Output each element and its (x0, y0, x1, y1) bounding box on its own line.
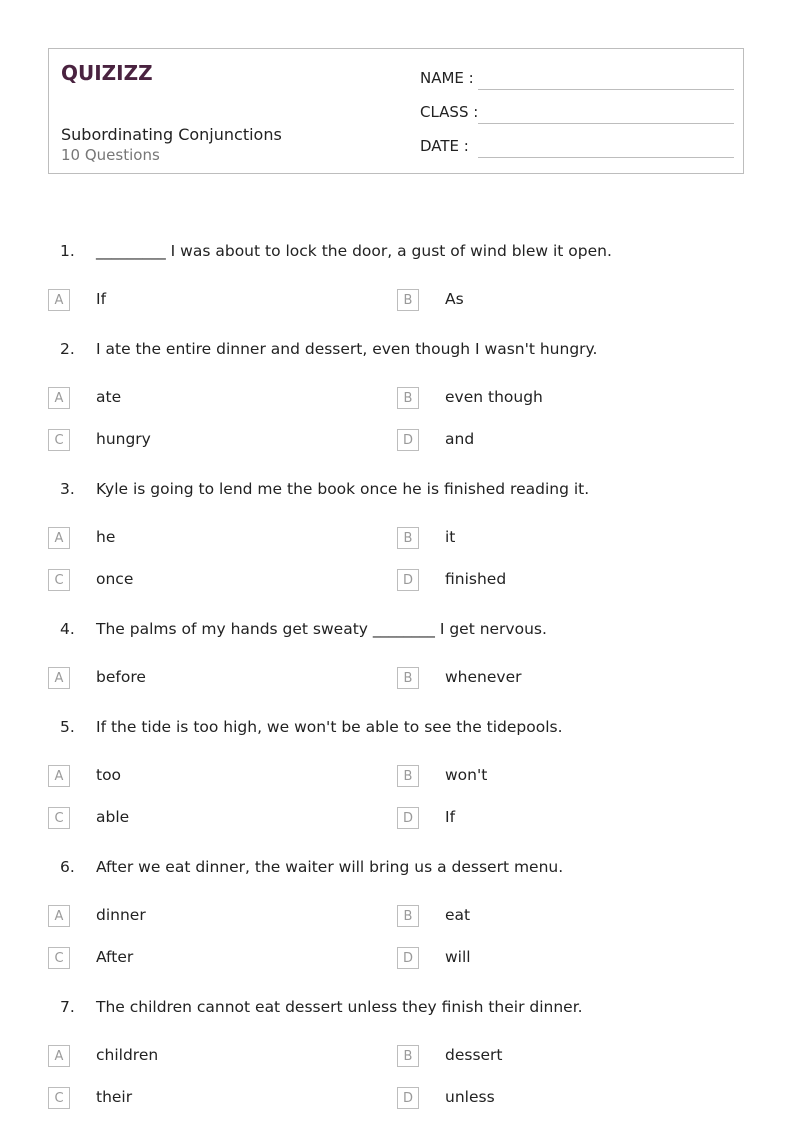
q5-option-d[interactable] (397, 807, 697, 831)
q6-option-d[interactable] (397, 947, 697, 971)
option-letter-box: C (48, 1087, 70, 1109)
question-text: _________ I was about to lock the door, a gust of wind blew it open. (96, 242, 612, 260)
option-text: and (445, 430, 475, 448)
option-text: finished (445, 570, 507, 588)
question-count: 10 Questions (61, 146, 160, 164)
option-text: eat (445, 906, 471, 924)
option-text: their (96, 1088, 133, 1106)
option-letter-box: B (397, 387, 419, 409)
quizizz-logo (61, 58, 153, 88)
question-number: 2. (60, 340, 75, 358)
question-text: After we eat dinner, the waiter will bring us a dessert menu. (96, 858, 564, 876)
q2-option-c[interactable] (48, 429, 348, 453)
q3-option-c[interactable] (48, 569, 348, 593)
q3-option-a[interactable] (48, 527, 348, 551)
option-letter-box: B (397, 765, 419, 787)
option-text: he (96, 528, 116, 546)
option-letter-box: D (397, 807, 419, 829)
option-letter-box: C (48, 569, 70, 591)
svg-text:QUIZIZZ: QUIZIZZ (61, 61, 153, 85)
option-text: once (96, 570, 134, 588)
name-label: NAME : (420, 69, 474, 87)
name-field[interactable] (420, 69, 734, 93)
option-letter-box: B (397, 527, 419, 549)
q3-option-b[interactable] (397, 527, 697, 551)
option-letter-box: D (397, 947, 419, 969)
q6-option-a[interactable] (48, 905, 348, 929)
q4-option-b[interactable] (397, 667, 697, 691)
worksheet-header (48, 48, 744, 174)
question-number: 6. (60, 858, 75, 876)
option-letter-box: B (397, 289, 419, 311)
option-letter-box: A (48, 765, 70, 787)
option-letter-box: A (48, 527, 70, 549)
option-text: As (445, 290, 464, 308)
option-letter-box: C (48, 429, 70, 451)
question-text: Kyle is going to lend me the book once he is finished reading it. (96, 480, 590, 498)
question-text: I ate the entire dinner and dessert, even though I wasn't hungry. (96, 340, 598, 358)
option-text: dessert (445, 1046, 503, 1064)
q7-option-d[interactable] (397, 1087, 697, 1111)
q5-option-a[interactable] (48, 765, 348, 789)
option-letter-box: C (48, 947, 70, 969)
q1-option-b[interactable] (397, 289, 697, 313)
option-text: able (96, 808, 130, 826)
q2-option-a[interactable] (48, 387, 348, 411)
option-text: hungry (96, 430, 151, 448)
option-text: won't (445, 766, 488, 784)
q7-option-b[interactable] (397, 1045, 697, 1069)
q1-option-a[interactable] (48, 289, 348, 313)
option-text: it (445, 528, 456, 546)
option-text: After (96, 948, 134, 966)
option-letter-box: D (397, 429, 419, 451)
question-number: 5. (60, 718, 75, 736)
class-line[interactable] (478, 123, 734, 124)
option-text: even though (445, 388, 543, 406)
option-letter-box: A (48, 387, 70, 409)
option-text: before (96, 668, 146, 686)
q5-option-b[interactable] (397, 765, 697, 789)
question-number: 4. (60, 620, 75, 638)
option-text: children (96, 1046, 159, 1064)
question-text: If the tide is too high, we won't be able to see the tidepools. (96, 718, 563, 736)
question-text: The children cannot eat dessert unless they finish their dinner. (96, 998, 583, 1016)
option-letter-box: A (48, 667, 70, 689)
question-number: 7. (60, 998, 75, 1016)
option-text: ate (96, 388, 122, 406)
q7-option-a[interactable] (48, 1045, 348, 1069)
option-letter-box: B (397, 1045, 419, 1067)
q4-option-a[interactable] (48, 667, 348, 691)
option-letter-box: B (397, 905, 419, 927)
option-letter-box: B (397, 667, 419, 689)
date-label: DATE : (420, 137, 469, 155)
q7-option-c[interactable] (48, 1087, 348, 1111)
option-letter-box: D (397, 1087, 419, 1109)
worksheet-title: Subordinating Conjunctions (61, 125, 282, 144)
q5-option-c[interactable] (48, 807, 348, 831)
q3-option-d[interactable] (397, 569, 697, 593)
question-text: The palms of my hands get sweaty ________ I get nervous. (96, 620, 547, 638)
name-line[interactable] (478, 89, 734, 90)
question-number: 1. (60, 242, 75, 260)
option-text: dinner (96, 906, 146, 924)
option-letter-box: A (48, 905, 70, 927)
q6-option-c[interactable] (48, 947, 348, 971)
q6-option-b[interactable] (397, 905, 697, 929)
q2-option-b[interactable] (397, 387, 697, 411)
option-text: will (445, 948, 471, 966)
question-number: 3. (60, 480, 75, 498)
option-letter-box: C (48, 807, 70, 829)
date-line[interactable] (478, 157, 734, 158)
option-text: too (96, 766, 122, 784)
class-field[interactable] (420, 103, 734, 127)
option-letter-box: D (397, 569, 419, 591)
date-field[interactable] (420, 137, 734, 161)
q2-option-d[interactable] (397, 429, 697, 453)
option-text: If (445, 808, 456, 826)
option-letter-box: A (48, 1045, 70, 1067)
option-text: If (96, 290, 107, 308)
class-label: CLASS : (420, 103, 479, 121)
option-text: whenever (445, 668, 522, 686)
option-letter-box: A (48, 289, 70, 311)
option-text: unless (445, 1088, 495, 1106)
